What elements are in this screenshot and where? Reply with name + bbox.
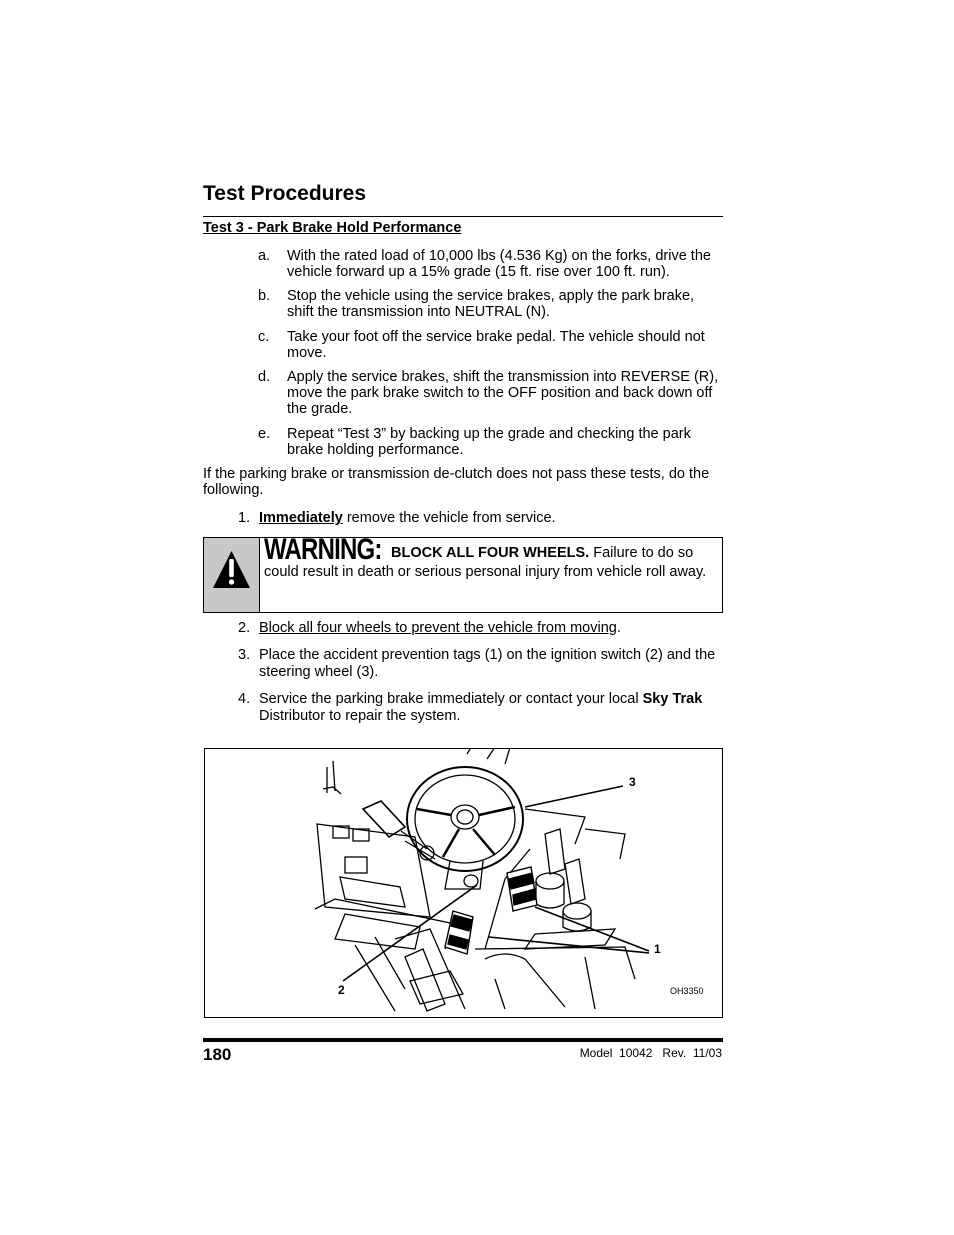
step-d [258, 369, 724, 417]
action-2 [238, 620, 724, 637]
action-3 [238, 647, 724, 681]
action-rest: remove the vehicle from service. [342, 510, 556, 526]
action-pre: Service the parking brake immediately or contact your local [259, 691, 643, 707]
action-4 [238, 691, 724, 725]
brand-name-2: Trak [672, 691, 703, 707]
action-text [259, 510, 724, 527]
step-label: b. [258, 288, 271, 304]
figure-frame [204, 748, 723, 1018]
step-label: e. [258, 426, 271, 442]
step-text: Repeat “Test 3” by backing up the grade and checking the park brake holding performance. [287, 426, 691, 458]
action-post: Distributor to repair the system. [259, 708, 461, 724]
step-e [258, 426, 724, 458]
action-text [259, 691, 724, 725]
step-text: Stop the vehicle using the service brakes, apply the park brake, shift the transmission into NEUTRAL (N). [287, 288, 695, 320]
warning-box [203, 533, 723, 613]
section-heading: Test 3 - Park Brake Hold Performance [203, 220, 462, 236]
footer-rule [203, 1038, 723, 1042]
page-number: 180 [203, 1045, 232, 1064]
action-emphasis: Immediately [259, 510, 343, 526]
warning-heading: WARNING: [264, 533, 382, 566]
step-b [258, 288, 724, 320]
step-label: d. [258, 369, 271, 385]
action-end: . [616, 620, 621, 636]
action-number: 3. [238, 647, 251, 663]
step-c [258, 329, 724, 361]
callout-3: 3 [629, 775, 636, 789]
action-number: 1. [238, 510, 251, 526]
action-number: 4. [238, 691, 251, 707]
warning-body: Failure to do so could result in death or serious personal injury from vehicle roll away. [264, 545, 707, 580]
warning-text [264, 533, 719, 582]
action-text: Place the accident prevention tags (1) on the ignition switch (2) and the steering wheel (3). [259, 647, 716, 680]
step-text: With the rated load of 10,000 lbs (4.536 Kg) on the forks, drive the vehicle forward up a 15% grade (15 ft. rise over 100 ft. run). [287, 248, 711, 280]
step-label: a. [258, 248, 271, 264]
step-text: Apply the service brakes, shift the transmission into REVERSE (R), move the park brake switch to the OFF position and back down off the grade. [287, 369, 719, 417]
page-title: Test Procedures [203, 182, 367, 205]
warning-icon-panel [204, 538, 260, 612]
cab-illustration [205, 749, 722, 1017]
action-1 [238, 510, 724, 527]
action-number: 2. [238, 620, 251, 636]
step-text: Take your foot off the service brake pedal. The vehicle should not move. [287, 329, 705, 361]
model-revision: Model 10042 Rev. 11/03 [579, 1046, 722, 1060]
warning-triangle-icon [204, 538, 259, 612]
step-label: c. [258, 329, 270, 345]
warning-lead: BLOCK ALL FOUR WHEELS. [391, 545, 590, 561]
step-a [258, 248, 724, 280]
callout-2: 2 [338, 983, 345, 997]
action-text [259, 620, 724, 637]
action-underlined: Block all four wheels to prevent the vehicle from moving [259, 620, 617, 636]
brand-name-1: Sky [642, 691, 669, 707]
intro-paragraph: If the parking brake or transmission de-clutch does not pass these tests, do the following. [203, 466, 710, 498]
figure-code: OH3350 [670, 986, 704, 996]
title-rule [203, 216, 723, 217]
callout-1: 1 [654, 942, 661, 956]
